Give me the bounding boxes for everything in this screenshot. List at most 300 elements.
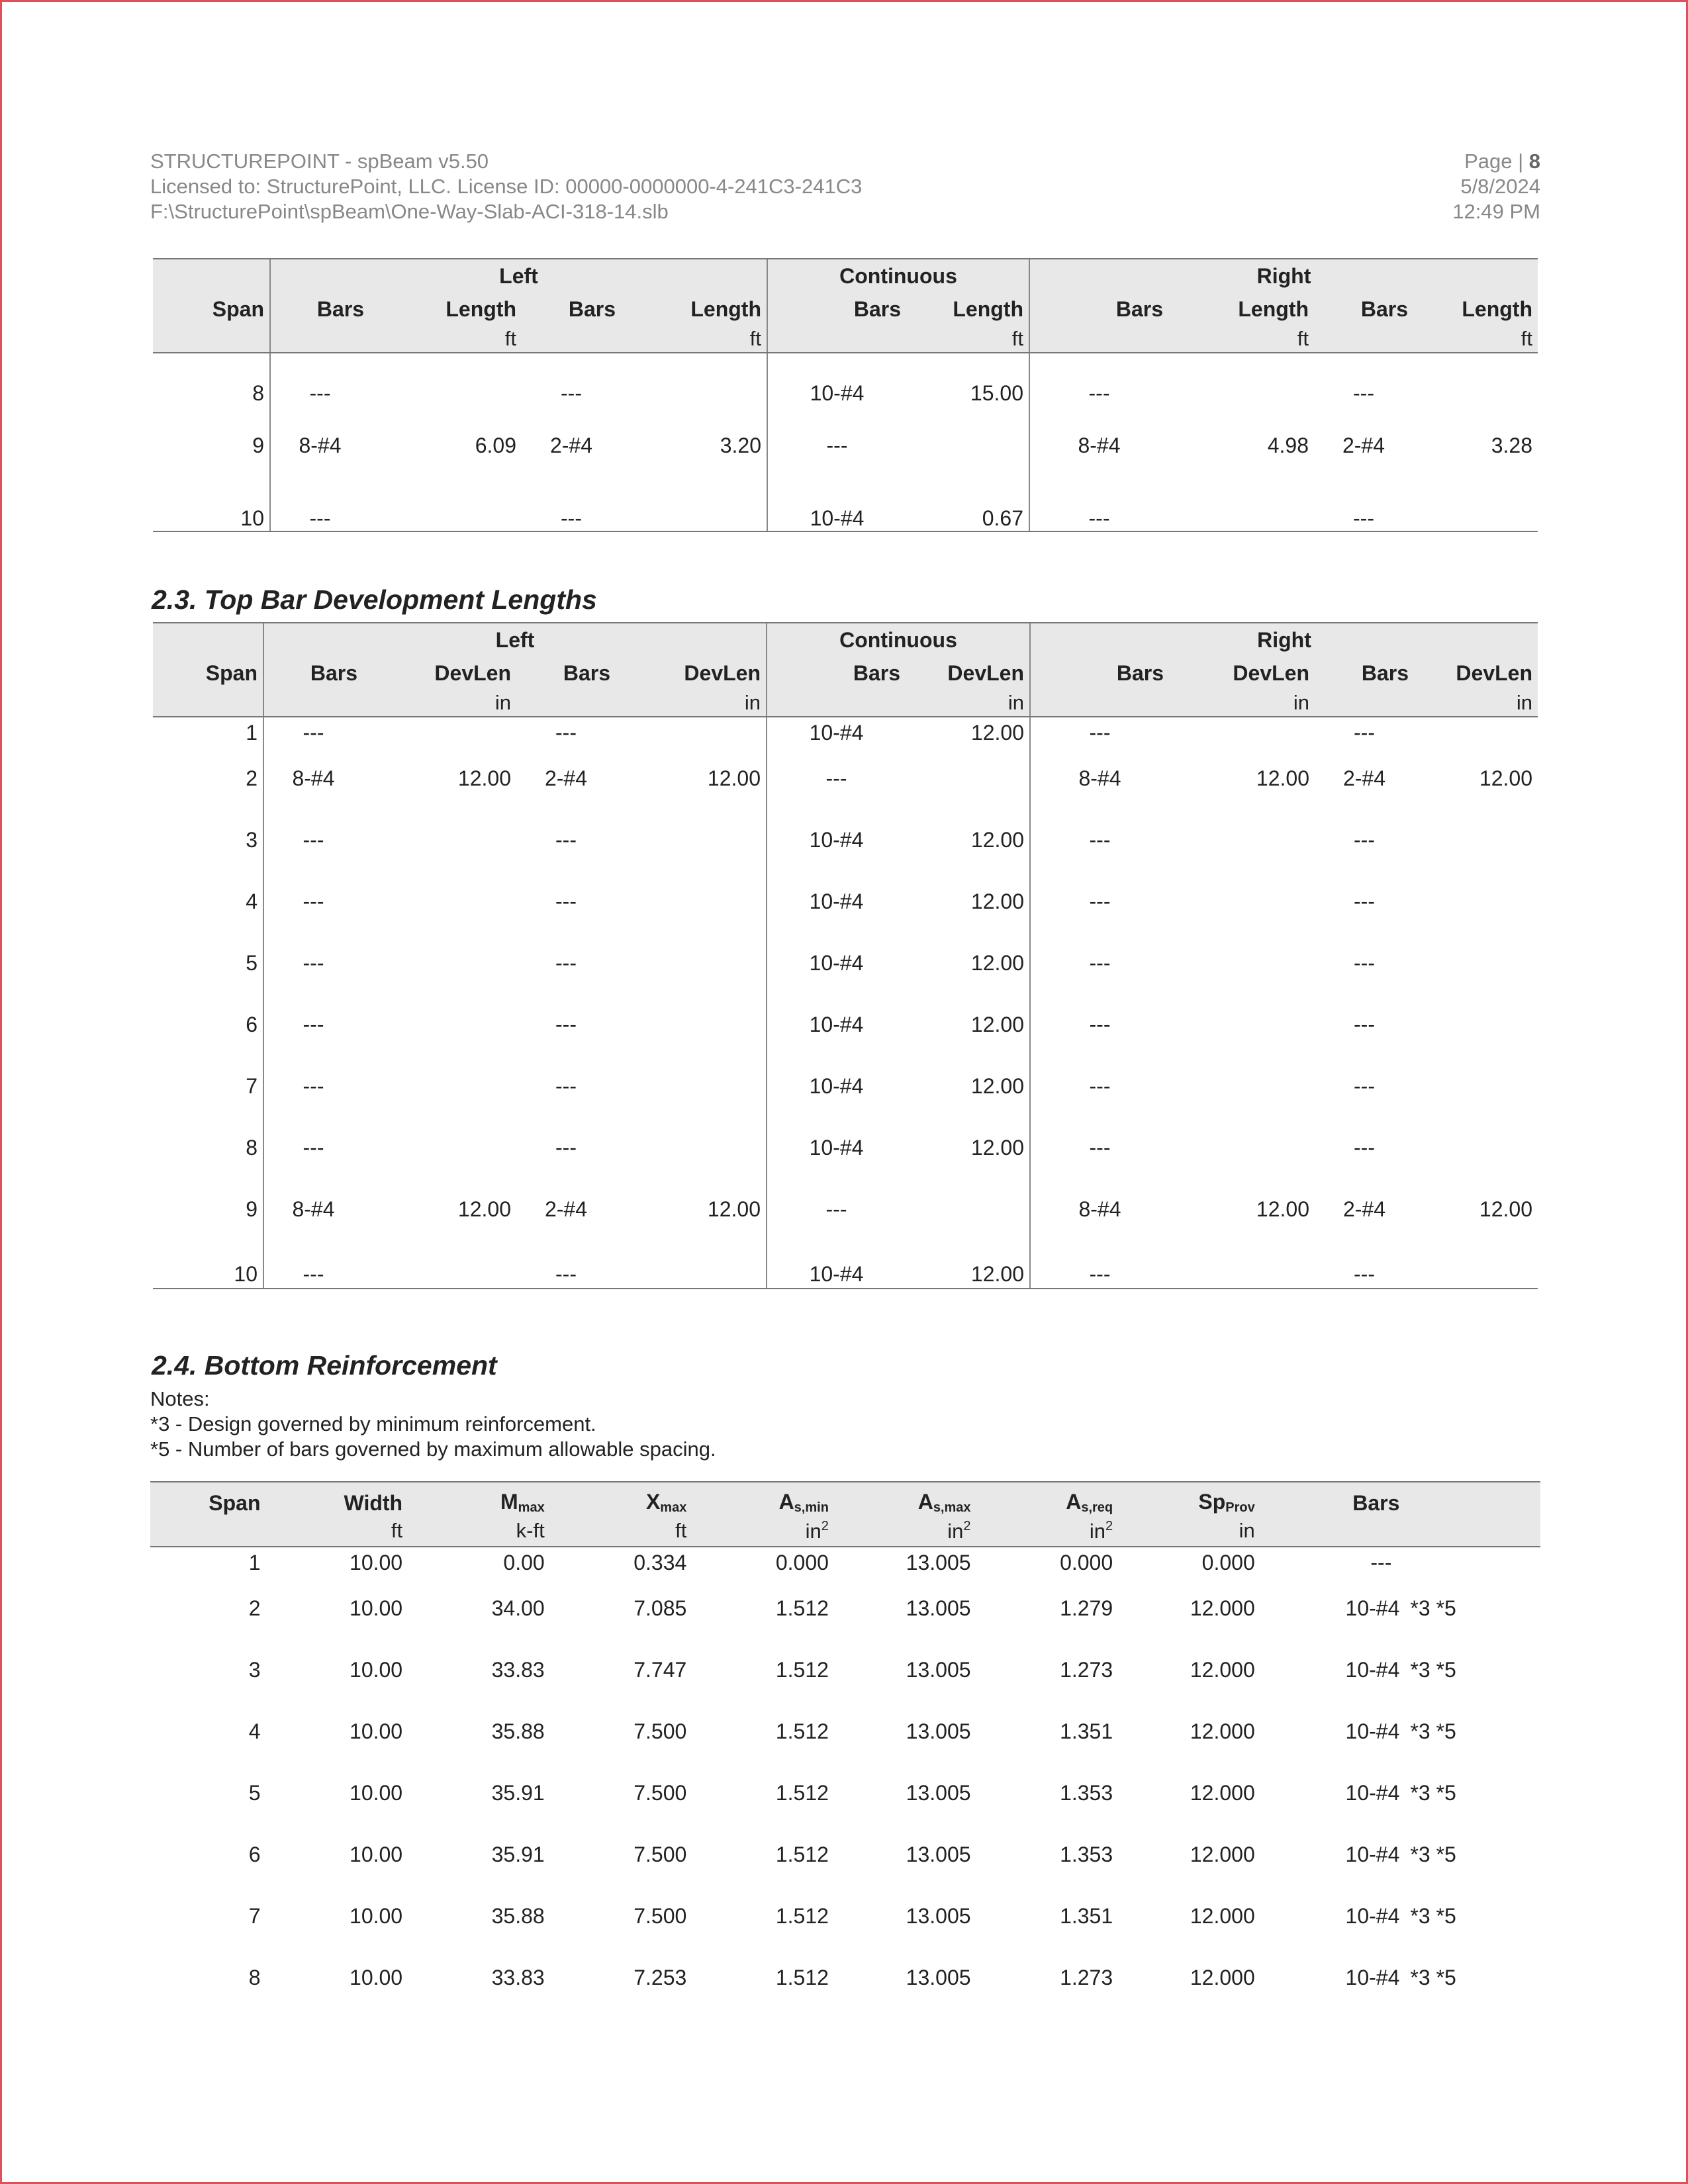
table-cell xyxy=(616,871,767,933)
table-cell: 1.512 xyxy=(775,1966,829,1989)
unit-10: in xyxy=(1414,690,1538,717)
table-cell: --- xyxy=(1030,1117,1169,1179)
group-continuous: Continuous xyxy=(767,623,1030,657)
table-cell: 10-#4 xyxy=(1345,1658,1400,1682)
col-1: Bars xyxy=(270,293,369,326)
table-cell xyxy=(616,994,767,1056)
table-row xyxy=(153,1179,1538,1240)
table-cell: 13.005 xyxy=(906,1550,971,1574)
group-right: Right xyxy=(1030,623,1538,657)
table-cell: 12.00 xyxy=(970,1074,1024,1098)
col-9: Bars xyxy=(1314,293,1413,326)
unit-1 xyxy=(263,690,363,717)
table-cell: 10.00 xyxy=(350,1904,403,1928)
table-cell: 1.353 xyxy=(1060,1843,1113,1866)
table-row xyxy=(150,1886,1540,1947)
table-row xyxy=(153,994,1538,1056)
unit-4: in xyxy=(616,690,767,717)
table-cell: 1 xyxy=(248,1550,261,1574)
unit-6: ft xyxy=(906,326,1029,353)
col-mmax: $M_{max}$ xyxy=(408,1482,550,1516)
unit-as-req: $in^2$ xyxy=(976,1516,1119,1547)
table-cell: 1 xyxy=(246,720,258,745)
unit-7 xyxy=(1030,690,1169,717)
col-xmax: $X_{max}$ xyxy=(550,1482,692,1516)
table-cell: 35.88 xyxy=(491,1719,545,1743)
table-cell: 2-#4 xyxy=(544,1197,588,1221)
table-cell xyxy=(1169,933,1315,994)
table-cell: 12.000 xyxy=(1190,1966,1255,1989)
table-cell: 3 xyxy=(246,828,258,852)
table-cell: 0.000 xyxy=(1060,1550,1113,1574)
column-header-row xyxy=(153,293,1538,326)
unit-0 xyxy=(153,690,263,717)
table-cell: --- xyxy=(555,889,577,913)
table-cell: 1.279 xyxy=(1060,1596,1113,1620)
table-cell: --- xyxy=(270,372,369,415)
table-row xyxy=(150,1762,1540,1824)
unit-width: ft xyxy=(265,1516,408,1547)
table-cell: 15.00 xyxy=(970,381,1023,405)
table-cell: --- xyxy=(767,1179,906,1240)
table-cell: 1.512 xyxy=(775,1658,829,1682)
table-cell: 8-#4 xyxy=(1030,1179,1169,1240)
table-cell xyxy=(616,1240,767,1289)
col-2: DevLen xyxy=(363,657,516,690)
table-cell: 10-#4 xyxy=(767,1056,906,1117)
table-cell xyxy=(906,748,1030,809)
table-cell: 0.000 xyxy=(1201,1550,1255,1574)
unit-7 xyxy=(1029,326,1168,353)
table-cell: 13.005 xyxy=(906,1658,971,1682)
license-info: Licensed to: StructurePoint, LLC. License ID: 00000-0000000-4-241C3-241C3 xyxy=(150,175,863,198)
note-flags: *3 *5 xyxy=(1410,1719,1456,1743)
table-cell: 1.273 xyxy=(1060,1658,1113,1682)
table-cell: --- xyxy=(555,720,577,745)
table-cell: 10.00 xyxy=(350,1719,403,1743)
col-2: Length xyxy=(369,293,522,326)
table-cell: 10-#4 xyxy=(1345,1596,1400,1620)
col-8: DevLen xyxy=(1169,657,1315,690)
table-cell: 10-#4 xyxy=(767,809,906,871)
table-cell: 12.00 xyxy=(970,1136,1024,1160)
table-cell: 3.20 xyxy=(720,433,761,457)
col-bars: Bars xyxy=(1260,1482,1405,1516)
col-5: Bars xyxy=(767,657,906,690)
unit-2: ft xyxy=(369,326,522,353)
table-cell: 12.00 xyxy=(970,1013,1024,1036)
table-cell: 10-#4 xyxy=(767,933,906,994)
unit-as-min: $in^2$ xyxy=(692,1516,834,1547)
table-cell: --- xyxy=(1030,871,1169,933)
table-cell: 10-#4 xyxy=(1345,1781,1400,1805)
table-cell: --- xyxy=(263,933,363,994)
table-cell: 1.351 xyxy=(1060,1719,1113,1743)
table-cell: 1.512 xyxy=(775,1719,829,1743)
report-header-left xyxy=(150,149,862,224)
table-cell xyxy=(621,477,767,531)
notes-block xyxy=(150,1387,716,1462)
table-cell: 0.67 xyxy=(906,477,1029,531)
table-cell xyxy=(1413,372,1538,415)
table-cell: 7.500 xyxy=(633,1719,687,1743)
table-cell xyxy=(363,994,516,1056)
table-cell: 34.00 xyxy=(491,1596,545,1620)
page-indicator xyxy=(1452,149,1540,174)
table-cell xyxy=(616,1117,767,1179)
table-cell: --- xyxy=(767,748,906,809)
col-4: Length xyxy=(621,293,767,326)
unit-2: in xyxy=(363,690,516,717)
col-0: Span xyxy=(153,293,270,326)
table-cell: 1.512 xyxy=(775,1904,829,1928)
table-cell xyxy=(616,1056,767,1117)
table-cell: 12.00 xyxy=(457,1197,511,1221)
table-cell: --- xyxy=(263,717,363,748)
table-cell: 35.91 xyxy=(491,1781,545,1805)
table-cell: 10-#4 xyxy=(767,372,906,415)
table-cell: --- xyxy=(1354,1013,1375,1036)
units-row xyxy=(153,690,1538,717)
table-cell: 10-#4 xyxy=(767,994,906,1056)
table-cell xyxy=(1169,871,1315,933)
table-row xyxy=(153,748,1538,809)
table-cell: 7.747 xyxy=(633,1658,687,1682)
table-cell: 12.00 xyxy=(457,766,511,790)
table-cell xyxy=(1169,1240,1315,1289)
table-cell: 33.83 xyxy=(491,1966,545,1989)
table-cell: 12.000 xyxy=(1190,1596,1255,1620)
table-cell: 35.88 xyxy=(491,1904,545,1928)
table-cell: --- xyxy=(1314,477,1413,531)
table-cell xyxy=(363,1117,516,1179)
table-cell: 10.00 xyxy=(350,1658,403,1682)
table-cell: --- xyxy=(767,415,906,477)
table-cell: 7.500 xyxy=(633,1904,687,1928)
table-row xyxy=(150,1824,1540,1886)
group-left: Left xyxy=(270,259,767,293)
group-header-row xyxy=(153,623,1538,657)
table-cell xyxy=(1169,717,1315,748)
table-cell: --- xyxy=(555,951,577,975)
note-5: *5 - Number of bars governed by maximum allowable spacing. xyxy=(150,1437,716,1461)
table-cell: 10-#4 xyxy=(767,1117,906,1179)
table-cell: 4 xyxy=(248,1719,261,1743)
table-cell: 12.00 xyxy=(1479,1197,1532,1221)
table-cell xyxy=(1414,933,1538,994)
section-title-bottom-reinforcement: 2.4. Bottom Reinforcement xyxy=(152,1350,497,1381)
table-cell xyxy=(1414,1117,1538,1179)
report-header-right xyxy=(1452,149,1540,224)
table-cell: 8-#4 xyxy=(1030,748,1169,809)
unit-6: in xyxy=(906,690,1030,717)
table-cell xyxy=(1169,809,1315,871)
units-row xyxy=(150,1516,1540,1547)
units-row xyxy=(153,326,1538,353)
table-cell xyxy=(1413,477,1538,531)
note-flags: *3 *5 xyxy=(1410,1781,1456,1805)
table-cell: 7.253 xyxy=(633,1966,687,1989)
table-cell: --- xyxy=(263,871,363,933)
table-cell: --- xyxy=(1030,1056,1169,1117)
table-cell: 35.91 xyxy=(491,1843,545,1866)
table-cell: 13.005 xyxy=(906,1719,971,1743)
table-cell xyxy=(1169,994,1315,1056)
table-cell: --- xyxy=(555,1136,577,1160)
table-cell: 5 xyxy=(248,1781,261,1805)
table-row xyxy=(153,809,1538,871)
table-cell: 7 xyxy=(248,1904,261,1928)
table-cell: 12.000 xyxy=(1190,1781,1255,1805)
table-cell: 7.500 xyxy=(633,1781,687,1805)
table-cell: 10.00 xyxy=(350,1966,403,1989)
table-cell: 8-#4 xyxy=(263,748,363,809)
report-date: 5/8/2024 xyxy=(1460,175,1540,198)
table-cell: 0.334 xyxy=(633,1550,687,1574)
group-left: Left xyxy=(263,623,767,657)
table-row xyxy=(153,1056,1538,1117)
col-span: Span xyxy=(150,1482,265,1516)
table-row xyxy=(153,1117,1538,1179)
table-cell: 10-#4 xyxy=(1345,1966,1400,1989)
table-cell: --- xyxy=(1030,933,1169,994)
col-6: DevLen xyxy=(906,657,1030,690)
group-right: Right xyxy=(1029,259,1538,293)
col-as-min: $A_{s,min}$ xyxy=(692,1482,834,1516)
table-cell: 10-#4 xyxy=(767,871,906,933)
unit-9 xyxy=(1314,326,1413,353)
table-cell: 8 xyxy=(246,1136,258,1160)
table-cell xyxy=(906,1179,1030,1240)
table-cell: --- xyxy=(1315,1240,1414,1289)
table-cell: 2-#4 xyxy=(1342,766,1386,790)
table-cell xyxy=(616,933,767,994)
table-cell: --- xyxy=(1354,951,1375,975)
note-flags xyxy=(1405,1547,1540,1578)
table-cell: 2 xyxy=(246,766,258,790)
top-bars-table xyxy=(153,258,1538,532)
section-title-top-bar-dev-lengths: 2.3. Top Bar Development Lengths xyxy=(152,584,597,615)
table-cell: --- xyxy=(1354,828,1375,852)
note-flags: *3 *5 xyxy=(1410,1596,1456,1620)
unit-8: in xyxy=(1169,690,1315,717)
page-label: Page | xyxy=(1464,150,1529,173)
unit-3 xyxy=(516,690,616,717)
unit-as-max: $in^2$ xyxy=(834,1516,976,1547)
table-cell: 9 xyxy=(252,433,264,457)
table-cell: 33.83 xyxy=(491,1658,545,1682)
table-cell: 8-#4 xyxy=(263,1179,363,1240)
table-cell: --- xyxy=(1030,1240,1169,1289)
table-cell: 12.000 xyxy=(1190,1843,1255,1866)
table-cell: 4 xyxy=(246,889,258,913)
table-cell xyxy=(621,372,767,415)
col-4: DevLen xyxy=(616,657,767,690)
table-cell xyxy=(369,477,522,531)
unit-10: ft xyxy=(1413,326,1538,353)
col-sp-prov: $Sp_{Prov}$ xyxy=(1118,1482,1260,1516)
table-cell xyxy=(363,933,516,994)
col-10: DevLen xyxy=(1414,657,1538,690)
table-cell: 12.000 xyxy=(1190,1719,1255,1743)
table-cell: 12.00 xyxy=(970,720,1024,745)
table-cell: 2-#4 xyxy=(544,766,588,790)
table-cell: 12.00 xyxy=(707,1197,761,1221)
table-row xyxy=(153,1240,1538,1289)
table-cell: --- xyxy=(555,1013,577,1036)
table-cell xyxy=(363,809,516,871)
group-header-row xyxy=(153,259,1538,293)
table-cell: 2-#4 xyxy=(549,433,593,457)
table-cell: 2 xyxy=(248,1596,261,1620)
table-cell: --- xyxy=(1030,717,1169,748)
table-cell: --- xyxy=(555,1074,577,1098)
col-9: Bars xyxy=(1315,657,1414,690)
table-cell: 12.00 xyxy=(970,828,1024,852)
column-header-row xyxy=(150,1482,1540,1516)
table-cell xyxy=(1414,994,1538,1056)
table-cell: 12.00 xyxy=(906,1240,1030,1289)
table-cell: 13.005 xyxy=(906,1596,971,1620)
table-row xyxy=(153,415,1538,477)
table-cell: --- xyxy=(263,1117,363,1179)
table-cell: --- xyxy=(1354,1136,1375,1160)
note-flags: *3 *5 xyxy=(1410,1904,1456,1928)
table-cell xyxy=(1414,809,1538,871)
col-3: Bars xyxy=(522,293,621,326)
table-cell: --- xyxy=(263,809,363,871)
table-cell: 10-#4 xyxy=(1345,1843,1400,1866)
top-bar-dev-lengths-table xyxy=(153,622,1538,1289)
table-cell: 5 xyxy=(246,951,258,975)
table-cell: 12.00 xyxy=(970,951,1024,975)
table-cell: --- xyxy=(1354,889,1375,913)
table-row xyxy=(153,372,1538,415)
note-flags: *3 *5 xyxy=(1410,1966,1456,1989)
table-row xyxy=(150,1639,1540,1701)
table-cell: 0.00 xyxy=(503,1550,545,1574)
table-cell: --- xyxy=(263,1056,363,1117)
table-cell: --- xyxy=(1353,381,1374,405)
table-cell: --- xyxy=(270,477,369,531)
table-cell: 6 xyxy=(246,1013,258,1036)
note-3: *3 - Design governed by minimum reinforcement. xyxy=(150,1412,596,1435)
col-6: Length xyxy=(906,293,1029,326)
table-cell xyxy=(1169,1117,1315,1179)
table-cell: 12.000 xyxy=(1190,1904,1255,1928)
table-row xyxy=(150,1547,1540,1578)
col-as-req: $A_{s,req}$ xyxy=(976,1482,1119,1516)
table-cell: 10-#4 xyxy=(1345,1904,1400,1928)
table-cell: 10-#4 xyxy=(767,477,906,531)
table-row xyxy=(150,1701,1540,1762)
table-cell: 1.351 xyxy=(1060,1904,1113,1928)
table-cell xyxy=(1169,1056,1315,1117)
table-cell: --- xyxy=(516,1240,616,1289)
table-cell: 13.005 xyxy=(906,1781,971,1805)
table-row xyxy=(150,1578,1540,1639)
table-cell: --- xyxy=(561,381,582,405)
table-cell xyxy=(906,415,1029,477)
table-cell xyxy=(1168,477,1314,531)
unit-8: ft xyxy=(1168,326,1314,353)
table-cell: 12.00 xyxy=(970,889,1024,913)
table-cell xyxy=(1414,871,1538,933)
table-cell xyxy=(1414,717,1538,748)
unit-xmax: ft xyxy=(550,1516,692,1547)
table-cell: 10 xyxy=(153,1240,263,1289)
table-cell: 10.00 xyxy=(350,1843,403,1866)
col-7: Bars xyxy=(1030,657,1169,690)
col-1: Bars xyxy=(263,657,363,690)
table-cell: 1.512 xyxy=(775,1781,829,1805)
table-cell xyxy=(616,717,767,748)
table-cell: 3 xyxy=(248,1658,261,1682)
unit-0 xyxy=(153,326,270,353)
table-cell: 3.28 xyxy=(1491,433,1532,457)
unit-mmax: k-ft xyxy=(408,1516,550,1547)
unit-5 xyxy=(767,690,906,717)
table-cell: 12.000 xyxy=(1190,1658,1255,1682)
column-header-row xyxy=(153,657,1538,690)
table-cell xyxy=(616,809,767,871)
table-cell: 13.005 xyxy=(906,1904,971,1928)
col-8: Length xyxy=(1168,293,1314,326)
table-cell: 0.000 xyxy=(775,1550,829,1574)
note-flags: *3 *5 xyxy=(1410,1843,1456,1866)
table-cell: 2-#4 xyxy=(1342,1197,1386,1221)
table-cell: --- xyxy=(263,994,363,1056)
table-cell xyxy=(369,372,522,415)
table-cell: 8 xyxy=(248,1966,261,1989)
table-cell: 6.09 xyxy=(475,433,516,457)
col-as-max: $A_{s,max}$ xyxy=(834,1482,976,1516)
table-row xyxy=(153,871,1538,933)
col-10: Length xyxy=(1413,293,1538,326)
table-cell: 9 xyxy=(246,1197,258,1221)
table-cell xyxy=(363,717,516,748)
table-row xyxy=(153,477,1538,531)
table-cell xyxy=(1414,1240,1538,1289)
unit-5 xyxy=(767,326,906,353)
table-cell: 10 xyxy=(153,477,270,531)
table-cell: 12.00 xyxy=(1256,766,1309,790)
report-time: 12:49 PM xyxy=(1452,200,1540,223)
table-cell: --- xyxy=(1029,477,1168,531)
note-flags: *3 *5 xyxy=(1410,1658,1456,1682)
table-cell: --- xyxy=(1354,720,1375,745)
page-number: 8 xyxy=(1528,150,1540,173)
table-cell: --- xyxy=(1030,994,1169,1056)
col-3: Bars xyxy=(516,657,616,690)
table-cell: 10.00 xyxy=(350,1550,403,1574)
table-cell: 10.00 xyxy=(350,1596,403,1620)
table-cell: 7 xyxy=(246,1074,258,1098)
table-cell: --- xyxy=(522,477,621,531)
software-title: STRUCTUREPOINT - spBeam v5.50 xyxy=(150,150,489,173)
table-cell: --- xyxy=(263,1240,363,1289)
table-cell: --- xyxy=(555,828,577,852)
table-cell: --- xyxy=(1370,1550,1392,1574)
group-continuous: Continuous xyxy=(767,259,1029,293)
col-0: Span xyxy=(153,657,263,690)
table-cell: 8-#4 xyxy=(270,415,369,477)
table-cell: 13.005 xyxy=(906,1843,971,1866)
table-cell xyxy=(363,871,516,933)
table-cell: 13.005 xyxy=(906,1966,971,1989)
table-cell: 10-#4 xyxy=(767,1240,906,1289)
table-row xyxy=(153,933,1538,994)
